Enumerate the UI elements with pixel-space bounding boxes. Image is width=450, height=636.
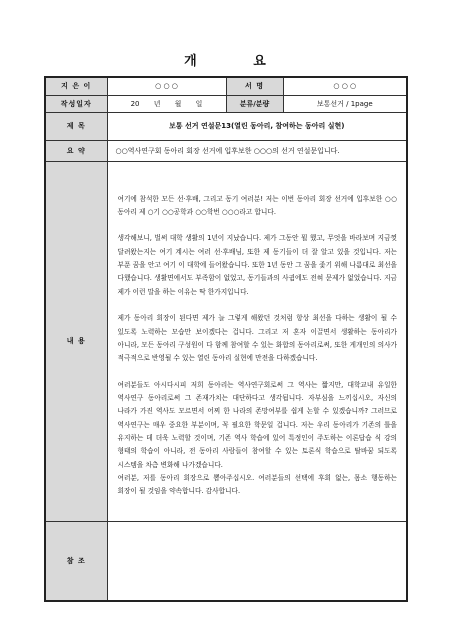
author-value: ○ ○ ○ xyxy=(107,77,226,95)
subject-label: 제 목 xyxy=(45,112,107,140)
content-paragraph: 여러분들도 아시다시피 저희 동아리는 역사연구회로써 그 역사는 짧지만, 대학교내 유일한 역사연구 동아리로써 그 존재가치는 대단하다고 생각됩니다. 자부심을 느끼십시오, 자신의 나라가 가진 역사도 모르면서 어찌 한 나라의 존망여부를 쉽게 논할 수 있겠습니까? 그러므로 역사연구는 매우 중요한 부분이며, 꼭 필요한 학문일 겁니다. 저는 우리 동아리가 기존의 틀을 유지하는 데 더욱 노력할 것이며, 기존 역사 학습에 있어 특정인이 주도하는 이론답습 식 강의 형태의 학습이 아니라, 전 동아리 사람들이 참여할 수 있는 토론식 학습으로 탈바꿈 되도록 시스템을 차츰 변화해 나가겠습니다. xyxy=(117,380,397,469)
category-value: 보통선거 / 1page xyxy=(283,95,407,112)
signature-value: ○ ○ ○ xyxy=(283,77,407,95)
content-label: 내 용 xyxy=(45,161,107,521)
author-label: 지 은 이 xyxy=(45,77,107,95)
content-paragraph: 여러분, 저를 동아리 회장으로 뽑아주십시오. 여러분들의 선택에 후회 없는, 몸소 행동하는 회장이 될 것임을 약속합니다. 감사합니다. xyxy=(117,473,397,496)
reference-label: 참 조 xyxy=(45,521,107,601)
content-paragraph: 제가 동아리 회장이 된다면 제가 늘 그렇게 해왔던 것처럼 항상 최선을 다하는 생활이 될 수 있도록 노력하는 모습만 보이겠다는 겁니다. 그리고 저 혼자 이끌면서 생활하는 동아리가 아니라, 모든 동아리 구성원이 다 함께 참여할 수 있는 화합의 동아리로써, 또한 게개인의 의사가 적극적으로 반영될 수 있는 열린 동아리 실현에 만전을 다하겠습니다. xyxy=(117,314,397,363)
content-paragraph: 여기에 참석한 모든 선·후배, 그리고 동기 여러분! 저는 이번 동아리 회장 선거에 입후보한 ○○동아리 제 ○기 ○○공학과 ○○학번 ○○○라고 합니다. xyxy=(117,194,397,216)
signature-label: 서 명 xyxy=(226,77,283,95)
content-body xyxy=(107,161,407,521)
reference-value xyxy=(107,521,407,601)
category-label: 분류/분량 xyxy=(226,95,283,112)
overview-form xyxy=(44,76,408,602)
summary-value: ○○역사연구회 동아리 회장 선거에 입후보한 ○○○의 선거 연설문입니다. xyxy=(107,140,407,161)
date-label: 작성일자 xyxy=(45,95,107,112)
summary-label: 요 약 xyxy=(45,140,107,161)
date-value: 20 년 월 일 xyxy=(107,95,226,112)
content-paragraph: 생각해보니, 벌써 대학 생활의 1년이 지났습니다. 제가 그동안 뭘 했고, 무엇을 바라보며 지금껏 달려왔는지는 여기 계시는 여러 선·후배님, 또한 제 동기들이 더 잘 알고 있을 것입니다. 저는 부푼 꿈을 안고 여기 이 대학에 들어왔습니다. 또한 1년 동안 그 꿈을 좇기 위해 나름대로 최선을 다했습니다. 생활면에서도 부족함이 없었고, 동기들과의 사귐에도 전혀 문제가 없었습니다. 지금 제가 이런 말을 하는 이유는 딱 한가지입니다. xyxy=(117,234,397,296)
document-title: 개 요 xyxy=(184,54,292,69)
subject-value: 보통 선거 연설문13(열린 동아리, 참여하는 동아리 실현) xyxy=(107,112,407,140)
